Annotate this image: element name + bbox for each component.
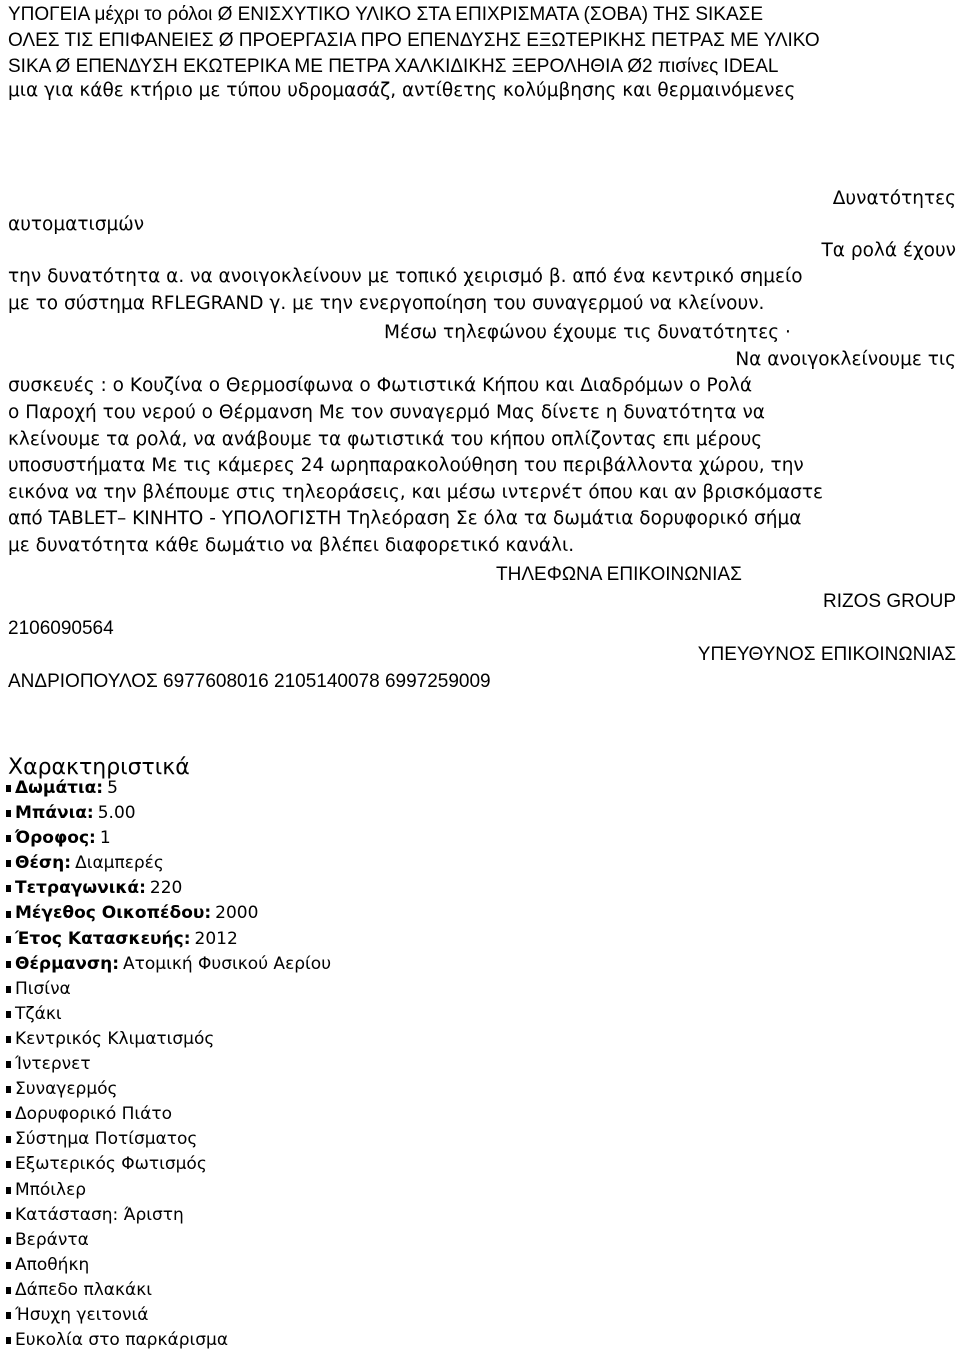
company-name: RIZOS GROUP	[822, 591, 956, 612]
feature-value: Συναγερμός	[15, 1079, 118, 1100]
features-list	[6, 776, 331, 1353]
bullet-icon	[6, 1161, 11, 1168]
feature-item	[6, 1228, 331, 1253]
feature-item	[6, 1102, 331, 1127]
feature-value: Δάπεδο πλακάκι	[15, 1279, 152, 1300]
feature-item	[6, 1303, 331, 1328]
feature-item	[6, 927, 331, 952]
bullet-icon	[6, 835, 11, 842]
feature-item	[6, 1027, 331, 1052]
bullet-icon	[6, 1111, 11, 1118]
feature-value: Κεντρικός Κλιματισμός	[15, 1028, 215, 1049]
bullet-icon	[6, 986, 11, 993]
feature-value: Βεράντα	[15, 1229, 89, 1250]
feature-value: Ατομική Φυσικού Αερίου	[123, 953, 332, 974]
text-line: SIKA Ø ΕΠΕΝΔΥΣΗ ΕΚΩΤΕΡΙΚΑ ΜΕ ΠΕΤΡΑ ΧΑΛΚΙΔΙΚΗΣ ΞΕΡΟΛΗΘΙΑ Ø2 πισίνες IDEAL	[8, 56, 779, 77]
feature-label: Τετραγωνικά:	[15, 878, 146, 899]
feature-value: 2012	[194, 928, 238, 949]
feature-value: Εξωτερικός Φωτισμός	[15, 1154, 207, 1175]
feature-value: 5	[107, 778, 118, 798]
features-title: Χαρακτηριστικά	[8, 755, 190, 781]
text-line: Τα ρολά έχουν	[821, 240, 956, 261]
text-line: με δυνατότητα κάθε δωμάτιο να βλέπει διαφορετικό κανάλι.	[8, 535, 575, 556]
feature-value: Αποθήκη	[15, 1254, 90, 1275]
feature-value: Πισίνα	[15, 978, 71, 999]
contact-person-heading: ΥΠΕΥΘΥΝΟΣ ΕΠΙΚΟΙΝΩΝΙΑΣ	[697, 644, 956, 665]
feature-value: 220	[149, 878, 183, 899]
text-line: από TABLET– ΚΙΝΗΤΟ - ΥΠΟΛΟΓΙΣΤΗ Τηλεόραση Σε όλα τα δωμάτια δορυφορικό σήμα	[8, 508, 802, 529]
bullet-icon	[6, 936, 11, 943]
feature-item	[6, 801, 331, 826]
feature-label: Δωμάτια:	[15, 778, 104, 798]
bullet-icon	[6, 911, 11, 918]
text-line: Μέσω τηλεφώνου έχουμε τις δυνατότητες ·	[384, 322, 791, 343]
feature-label: Έτος Κατασκευής:	[15, 928, 191, 949]
bullet-icon	[6, 1312, 11, 1319]
feature-item	[6, 851, 331, 876]
feature-item	[6, 876, 331, 901]
feature-item	[6, 1127, 331, 1152]
contact-person: ΑΝΔΡΙΟΠΟΥΛΟΣ 6977608016 2105140078 6997259009	[8, 671, 491, 692]
text-line: την δυνατότητα α. να ανοιγοκλείνουν με τοπικό χειρισμό β. από ένα κεντρικό σημείο	[8, 266, 803, 287]
bullet-icon	[6, 1061, 11, 1068]
feature-item	[6, 1253, 331, 1278]
bullet-icon	[6, 1337, 11, 1344]
feature-value: Ήσυχη γειτονιά	[15, 1304, 149, 1325]
bullet-icon	[6, 1011, 11, 1018]
text-line: συσκευές : o Κουζίνα o Θερμοσίφωνα o Φωτιστικά Κήπου και Διαδρόμων o Ρολά	[8, 375, 753, 396]
bullet-icon	[6, 785, 11, 792]
feature-value: Ίντερνετ	[15, 1054, 91, 1075]
text-line: κλείνουμε τα ρολά, να ανάβουμε τα φωτιστικά του κήπου οπλίζοντας επι μέρους	[8, 429, 763, 450]
text-line: μια για κάθε κτήριο με τύπου υδρομασάζ, αντίθετης κολύμβησης και θερμαινόμενες	[8, 80, 796, 101]
bullet-icon	[6, 1237, 11, 1244]
bullet-icon	[6, 885, 11, 892]
feature-value: Σύστημα Ποτίσματος	[15, 1129, 198, 1150]
text-line: αυτοματισμών	[8, 214, 145, 235]
feature-item	[6, 1203, 331, 1228]
bullet-icon	[6, 961, 11, 968]
contact-heading: ΤΗΛΕΦΩΝΑ ΕΠΙΚΟΙΝΩΝΙΑΣ	[496, 564, 742, 585]
feature-item	[6, 901, 331, 926]
feature-item	[6, 1002, 331, 1027]
bullet-icon	[6, 1187, 11, 1194]
bullet-icon	[6, 1262, 11, 1269]
feature-value: Διαμπερές	[75, 853, 164, 874]
feature-item	[6, 952, 331, 977]
bullet-icon	[6, 1086, 11, 1093]
phone-number: 2106090564	[8, 618, 114, 639]
feature-item	[6, 1178, 331, 1203]
feature-value: 1	[99, 828, 111, 849]
feature-label: Όροφος:	[15, 828, 96, 849]
feature-item	[6, 1052, 331, 1077]
feature-label: Μπάνια:	[15, 803, 94, 824]
text-line: εικόνα να την βλέπουμε στις τηλεοράσεις, και μέσω ιντερνέτ όπου και αν βρισκόμαστε	[8, 482, 824, 503]
bullet-icon	[6, 1036, 11, 1043]
text-line: υποσυστήματα Με τις κάμερες 24 ωρηπαρακολούθηση του περιβάλλοντα χώρου, την	[8, 455, 804, 476]
feature-item	[6, 826, 331, 851]
bullet-icon	[6, 860, 11, 867]
feature-label: Θέση:	[15, 853, 72, 874]
text-line: ΟΛΕΣ ΤΙΣ ΕΠΙΦΑΝΕΙΕΣ Ø ΠΡΟΕΡΓΑΣΙΑ ΠΡΟ ΕΠΕΝΔΥΣΗΣ ΕΞΩΤΕΡΙΚΗΣ ΠΕΤΡΑΣ ΜΕ ΥΛΙΚΟ	[8, 30, 820, 51]
feature-item	[6, 1077, 331, 1102]
bullet-icon	[6, 1287, 11, 1294]
feature-item	[6, 977, 331, 1002]
feature-value: 5.00	[97, 803, 136, 824]
feature-value: Ευκολία στο παρκάρισμα	[15, 1330, 229, 1351]
feature-label: Μέγεθος Οικοπέδου:	[15, 903, 212, 924]
feature-value: Μπόιλερ	[15, 1179, 87, 1200]
feature-item	[6, 1328, 331, 1353]
text-line: ΥΠΟΓΕΙΑ μέχρι το ρόλοι Ø ΕΝΙΣΧΥΤΙΚΟ ΥΛΙΚΟ ΣΤΑ ΕΠΙΧΡΙΣΜΑΤΑ (ΣΟΒΑ) ΤΗΣ SIKAΣΕ	[8, 4, 764, 25]
bullet-icon	[6, 810, 11, 817]
feature-label: Θέρμανση:	[15, 953, 119, 974]
bullet-icon	[6, 1212, 11, 1219]
feature-value: Δορυφορικό Πιάτο	[15, 1104, 173, 1125]
feature-value: 2000	[215, 903, 259, 924]
text-line: o Παροχή του νερού o Θέρμανση Με τον συναγερμό Μας δίνετε η δυνατότητα να	[8, 402, 765, 423]
text-line: με το σύστημα RFLEGRAND γ. με την ενεργοποίηση του συναγερμού να κλείνουν.	[8, 293, 765, 314]
text-line: Να ανοιγοκλείνουμε τις	[735, 349, 956, 370]
bullet-icon	[6, 1136, 11, 1143]
feature-item	[6, 1278, 331, 1303]
feature-value: Κατάσταση: Άριστη	[15, 1204, 184, 1225]
feature-item	[6, 1152, 331, 1177]
text-line: Δυνατότητες	[832, 188, 956, 209]
feature-value: Τζάκι	[15, 1003, 62, 1024]
feature-item	[6, 776, 331, 801]
